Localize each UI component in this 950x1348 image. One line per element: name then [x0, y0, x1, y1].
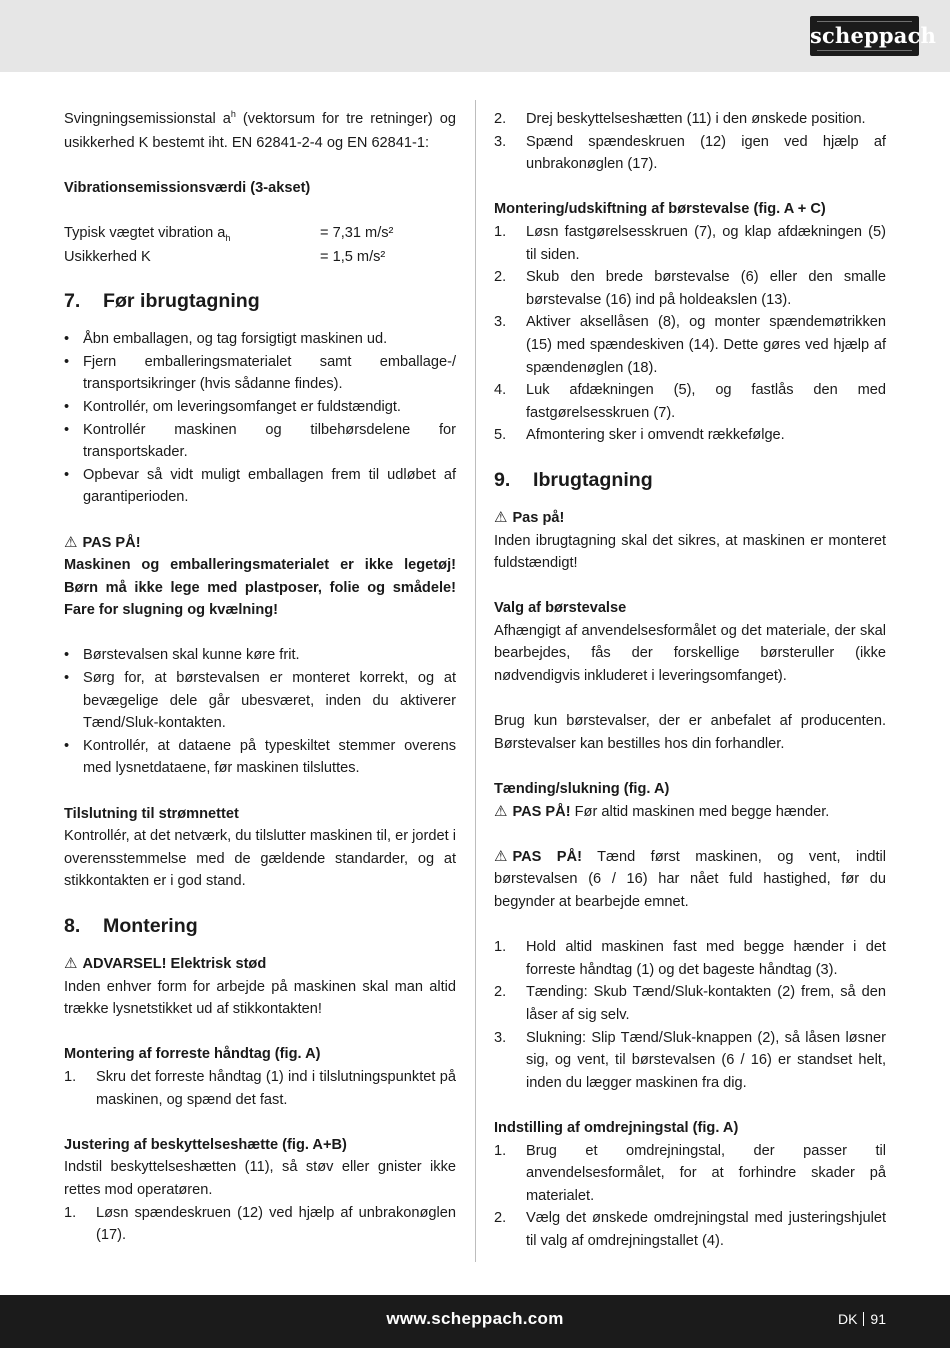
paragraph: Kontrollér, at det netværk, du tilslutter maskinen til, er jordet i overensstemmelse med de gældende standarder, og at stikkontakten er i god stand. [64, 828, 456, 890]
list-item: 4. Luk afdækningen (5), og fastlås den med fastgørelsesskruen (7). [494, 382, 886, 421]
vibration-row: Usikkerhed K = 1,5 m/s² [64, 248, 386, 265]
list-item: 3. Aktiver aksellåsen (8), og monter spændemøtrikken (15) med spændeskiven (14). Dette gøres ved hjælp af spændenøglen (18). [494, 314, 886, 376]
header-band [0, 0, 950, 72]
warning-triangle-icon: ⚠ [494, 508, 508, 526]
footer-bar [0, 1295, 950, 1348]
warning-triangle-icon: ⚠ [64, 533, 78, 551]
subsection-title: Tilslutning til strømnettet [64, 805, 239, 822]
section-heading-8: 8. Montering [64, 915, 198, 937]
section-heading-7: 7. Før ibrugtagning [64, 290, 260, 313]
numbered-list [64, 1202, 456, 1247]
numbered-list [494, 108, 886, 176]
numbered-list [494, 936, 886, 1094]
subsection-title: Tænding/slukning (fig. A) [494, 781, 670, 798]
warning-heading: ⚠ ADVARSEL! Elektrisk stød [64, 953, 456, 976]
list-item: • Fjern emballeringsmaterialet samt emballage-/ transportsikringer (hvis sådanne findes). [64, 351, 456, 396]
numbered-list [64, 1066, 456, 1111]
caution-text: Maskinen og emballeringsmaterialet er ikke legetøj! Børn må ikke lege med plastposer, folie og smådele! Fare for slugning og kvælning! [64, 557, 456, 619]
list-item: 1. Brug et omdrejningstal, der passer til anvendelsesformålet, for at forhindre skader på materialet. [494, 1142, 886, 1204]
paragraph: Indstil beskyttelseshætten (11), så støv eller gnister ikke rettes mod operatøren. [64, 1159, 456, 1198]
subsection-title: Indstilling af omdrejningstal (fig. A) [494, 1119, 739, 1136]
list-item: 1. Skru det forreste håndtag (1) ind i tilslutningspunktet på maskinen, og spænd det fast. [64, 1068, 456, 1108]
caution-heading: ⚠ PAS PÅ! [64, 532, 456, 555]
list-item: • Opbevar så vidt muligt emballagen frem til udløbet af garantiperioden. [64, 464, 456, 509]
paragraph: Brug kun børstevalser, der er anbefalet af producenten. Børstevalser kan bestilles hos din forhandler. [494, 713, 886, 752]
paragraph: Inden ibrugtagning skal det sikres, at maskinen er monteret fuldstændigt! [494, 532, 886, 572]
separator [863, 1312, 864, 1326]
list-item: • Sørg for, at børstevalsen er monteret korrekt, og at bevægelige dele går ubesværet, inden du aktiverer Tænd/Sluk-kontakten. [64, 667, 456, 735]
list-item: 1. Hold altid maskinen fast med begge hænder i det forreste håndtag (1) og det bageste håndtag (3). [494, 939, 886, 978]
list-item: 5. Afmontering sker i omvendt rækkefølge. [494, 427, 785, 444]
list-item: 2. Skub den brede børstevalse (6) eller den smalle børstevalse (16) ind på holdeakslen (13). [494, 269, 886, 308]
warning-triangle-icon: ⚠ [494, 847, 508, 865]
page-indicator [838, 1311, 886, 1327]
subsection-title: Montering/udskiftning af børstevalse (fig. A + C) [494, 201, 826, 218]
right-column [494, 108, 886, 1253]
vibration-row: Typisk vægtet vibration $a_h$ = 7,31 m/s² [64, 224, 394, 243]
left-column [64, 108, 456, 1247]
language-code: DK [837, 1311, 858, 1327]
paragraph: Inden enhver form for arbejde på maskinen skal man altid trække lysnetstikket ud af stikkontakten! [64, 978, 456, 1018]
bullet-list [64, 644, 456, 780]
column-divider [475, 100, 476, 1262]
list-item: • Åbn emballagen, og tag forsigtigt maskinen ud. [64, 328, 456, 351]
numbered-list [494, 1140, 886, 1253]
list-item: • Børstevalsen skal kunne køre frit. [64, 644, 456, 667]
list-item: 2. Tænding: Skub Tænd/Sluk-kontakten (2) frem, så den låser af sig selv. [494, 984, 886, 1023]
list-item: • Kontrollér maskinen og tilbehørsdelene for transportskader. [64, 419, 456, 464]
website-link[interactable]: www.scheppach.com [386, 1309, 564, 1328]
paragraph: Afhængigt af anvendelsesformålet og det materiale, der skal bearbejdes, fås der forskellige børsteruller (ikke nødvendigvis inkluderet i leveringsomfanget). [494, 622, 886, 685]
bullet-list [64, 328, 456, 509]
scheppach-logo: scheppach [810, 16, 919, 56]
section-heading-9: 9. Ibrugtagning [494, 468, 653, 491]
warning-triangle-icon: ⚠ [494, 802, 508, 820]
warning-triangle-icon: ⚠ [64, 955, 78, 972]
list-item: 1. Løsn spændeskruen (12) ved hjælp af unbrakonøglen (17). [64, 1204, 456, 1244]
caution-heading: ⚠ Pas på! [494, 507, 886, 530]
list-item: 1. Løsn fastgørelsesskruen (7), og klap afdækningen (5) til siden. [494, 223, 886, 263]
list-item: • Kontrollér, om leveringsomfanget er fuldstændigt. [64, 396, 456, 419]
list-item: • Kontrollér, at dataene på typeskiltet stemmer overens med lysnetdataene, før maskinen tilsluttes. [64, 735, 456, 780]
vibration-intro: Svingningsemissionstal $a^h$ (vektorsum for tre retninger) og usikkerhed K bestemt iht. EN 62841-2-4 og EN 62841-1: [64, 109, 457, 151]
vibration-title: Vibrationsemissionsværdi (3-akset) [64, 179, 311, 196]
list-item: 3. Spænd spændeskruen (12) igen ved hjælp af unbrakonøglen (17). [494, 133, 886, 173]
page-number: 91 [870, 1311, 886, 1327]
list-item: 3. Slukning: Slip Tænd/Sluk-knappen (2), så låsen løsner sig, og vent, til børstevalsen (6 / 16) er standset helt, inden du lægger maskinen fra dig. [494, 1029, 886, 1091]
list-item: 2. Drej beskyttelseshætten (11) i den ønskede position. [494, 111, 866, 127]
subsection-title: Justering af beskyttelseshætte (fig. A+B) [64, 1136, 347, 1153]
caution-line: ⚠ PAS PÅ! Tænd først maskinen, og vent, indtil børstevalsen (6 / 16) har nået fuld hastighed, før du begynder at bearbejde emnet. [494, 847, 886, 910]
subsection-title: Valg af børstevalse [494, 600, 627, 617]
subsection-title: Montering af forreste håndtag (fig. A) [64, 1046, 321, 1063]
caution-line: ⚠ PAS PÅ! Før altid maskinen med begge hænder. [494, 801, 886, 824]
list-item: 2. Vælg det ønskede omdrejningstal med justeringshjulet til valg af omdrejningstallet (4). [494, 1210, 886, 1249]
numbered-list [494, 221, 886, 447]
